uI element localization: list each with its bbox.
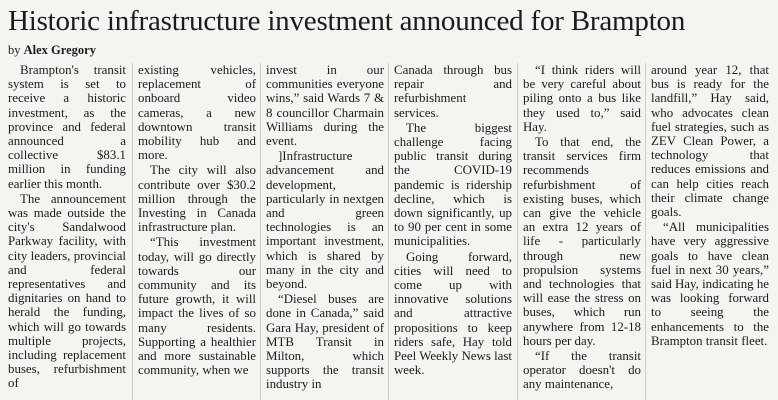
paragraph: ]Infrastructure advancement and development, particularly in nextgen and green technologies is an important investment, which is shared by many in the city and beyond.	[266, 149, 384, 292]
paragraph: Going forward, cities will need to come up with innovative solutions and attractive propositions to keep riders safe, Hay told Peel Weekly News last week.	[394, 249, 512, 378]
byline-author: Alex Gregory	[23, 43, 96, 57]
paragraph: The city will also contribute over $30.2 million through the Investing in Canada infrastructure plan.	[138, 163, 256, 235]
article-column-5	[523, 63, 641, 400]
column-divider	[645, 63, 646, 400]
column-divider	[388, 63, 389, 400]
headline: Historic infrastructure investment announced for Brampton	[8, 5, 686, 37]
paragraph: around year 12, that bus is ready for the landfill,” Hay said, who advocates clean fuel strategies, such as ZEV Clean Power, a technology that reduces emissions and can help cities reach their climate change goals.	[651, 63, 769, 220]
paragraph: existing vehicles, replacement of onboard video cameras, a new downtown transit mobility hub and more.	[138, 63, 256, 163]
paragraph: invest in our communities everyone wins,” said Wards 7 & 8 councillor Charmain Williams during the event.	[266, 63, 384, 149]
paragraph: The biggest challenge facing public transit during the COVID-19 pandemic is ridership decline, which is down significantly, up to 90 per cent in some municipalities.	[394, 120, 512, 249]
paragraph: “Diesel buses are done in Canada,” said Gara Hay, president of MTB Transit in Milton, which supports the transit industry in	[266, 292, 384, 392]
paragraph: “This investment today, will go directly towards our community and its future growth, it will impact the lives of so many residents. Supporting a healthier and more sustainable community, when we	[138, 235, 256, 378]
article-column-6	[651, 63, 769, 400]
article-column-3	[266, 63, 384, 400]
article-body	[8, 63, 770, 400]
article-column-4	[394, 63, 512, 400]
paragraph: The announcement was made outside the city's Sandalwood Parkway facility, with city leaders, provincial and federal representatives and dignitaries on hand to herald the funding, which will go towards multiple projects, including replacement buses, refurbishment of	[8, 191, 126, 391]
column-divider	[517, 63, 518, 400]
byline	[8, 43, 770, 58]
paragraph: To that end, the transit services firm recommends refurbishment of existing buses, which can give the vehicle an extra 12 years of life - particularly through new propulsion systems and technologies that will ease the stress on buses, which run anywhere from 12-18 hours per day.	[523, 135, 641, 348]
column-divider	[260, 63, 261, 400]
paragraph: “All municipalities have very aggressive goals to have clean fuel in next 30 years,” said Hay, indicating he was looking forward to seeing the enhancements to the Brampton transit fleet.	[651, 220, 769, 348]
paragraph: “If the transit operator doesn't do any maintenance,	[523, 349, 641, 392]
article-column-1	[8, 63, 126, 400]
paragraph: Canada through bus repair and refurbishment services.	[394, 63, 512, 120]
paragraph: Brampton's transit system is set to receive a historic investment, as the province and federal announced a collective $83.1 million in funding earlier this month.	[8, 63, 126, 191]
byline-prefix: by	[8, 43, 24, 57]
article-column-2	[138, 63, 256, 400]
paragraph: “I think riders will be very careful about piling onto a bus like they used to,” said Hay.	[523, 63, 641, 134]
column-divider	[132, 63, 133, 400]
